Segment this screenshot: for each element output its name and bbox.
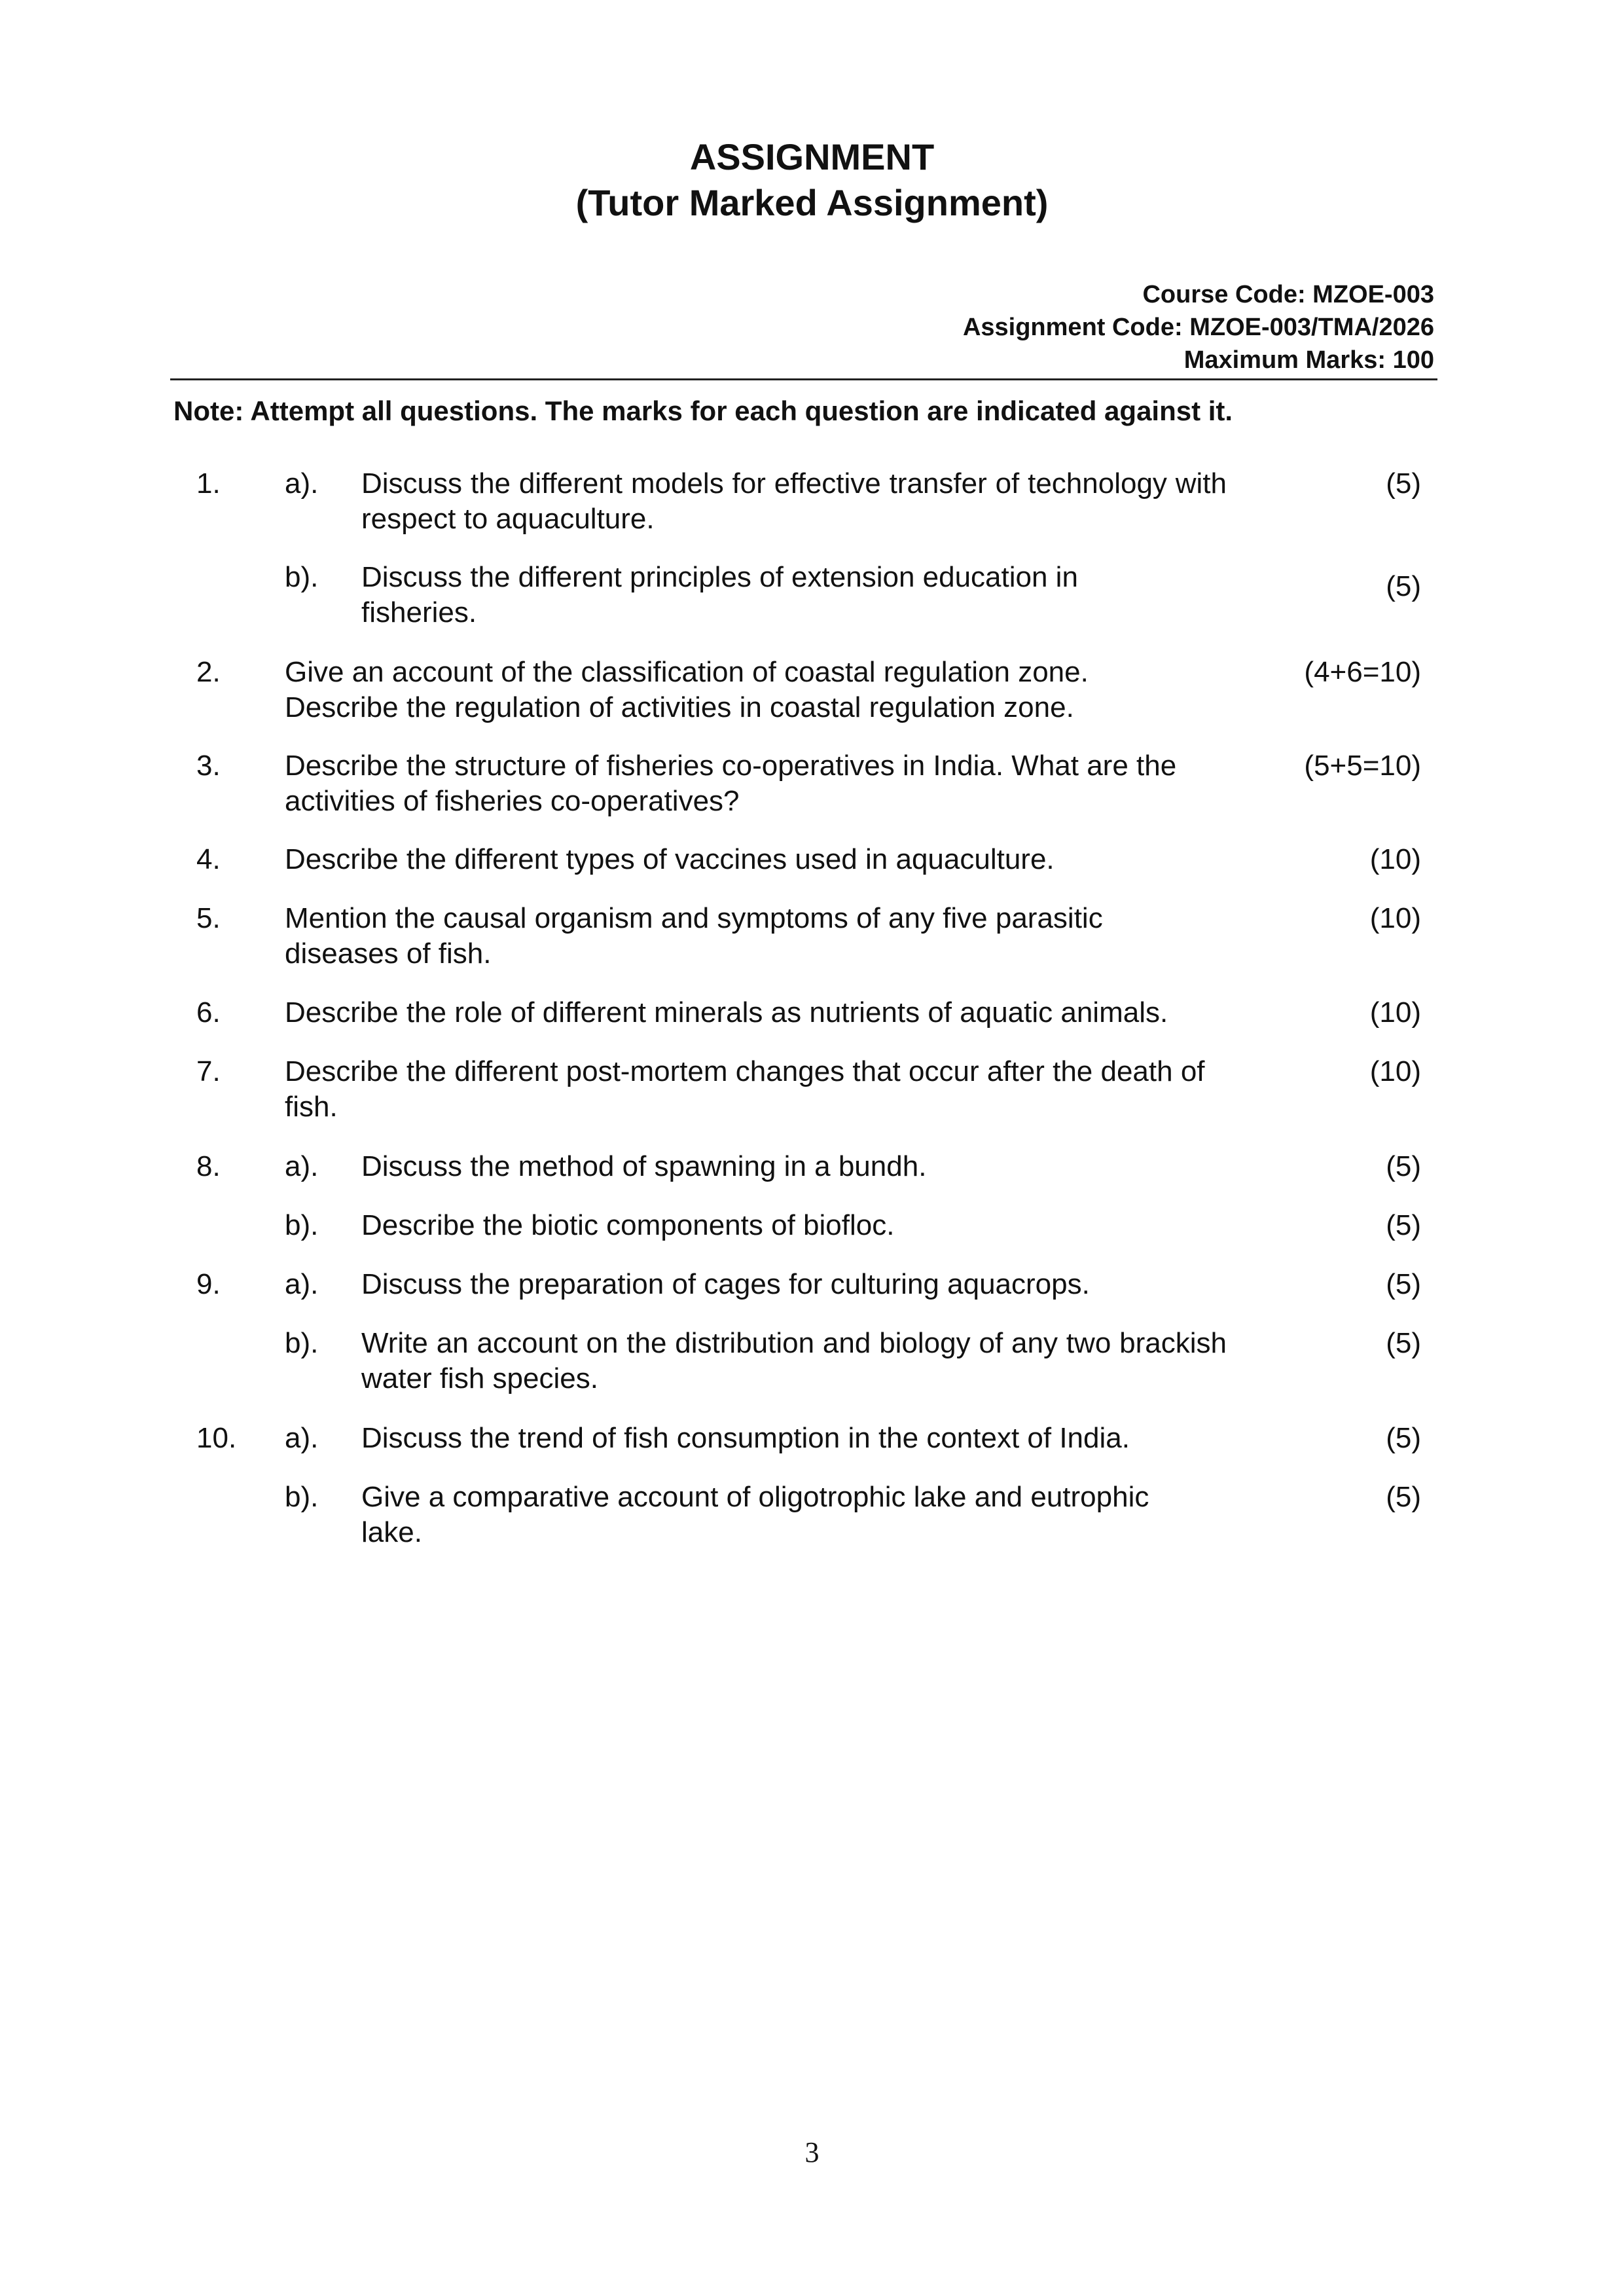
question-marks: (5+5=10) bbox=[1304, 750, 1421, 782]
question-number: 6. bbox=[196, 996, 221, 1029]
question-number: 3. bbox=[196, 750, 221, 782]
instructions-note: Note: Attempt all questions. The marks for each question are indicated against it. bbox=[173, 395, 1233, 426]
title-block bbox=[0, 134, 1624, 226]
question-marks: (10) bbox=[1369, 843, 1421, 875]
question-number: 9. bbox=[196, 1268, 221, 1300]
question-marks: (10) bbox=[1369, 902, 1421, 934]
question-marks: (5) bbox=[1386, 1422, 1421, 1454]
question-text: Describe the role of different minerals as nutrients of aquatic animals. bbox=[285, 996, 1168, 1029]
question-text: Mention the causal organism and symptoms of any five parasitic diseases of fish. bbox=[285, 902, 1103, 970]
question-text: Describe the different post-mortem changes that occur after the death of fish. bbox=[285, 1055, 1205, 1123]
header-divider bbox=[170, 378, 1437, 380]
question-marks: (5) bbox=[1386, 467, 1421, 500]
page-subtitle: (Tutor Marked Assignment) bbox=[575, 182, 1049, 223]
question-number: 10. bbox=[196, 1422, 237, 1454]
question-marks: (5) bbox=[1386, 1481, 1421, 1513]
question-text: Discuss the trend of fish consumption in the context of India. bbox=[361, 1422, 1130, 1454]
sub-question-label: b). bbox=[285, 1327, 319, 1359]
sub-question-label: a). bbox=[285, 1268, 319, 1300]
question-marks: (5) bbox=[1386, 1209, 1421, 1241]
page-number: 3 bbox=[804, 2136, 820, 2168]
question-text: Discuss the preparation of cages for culturing aquacrops. bbox=[361, 1268, 1090, 1300]
question-number: 1. bbox=[196, 467, 221, 500]
question-number: 7. bbox=[196, 1055, 221, 1087]
question-text: Describe the structure of fisheries co-operatives in India. What are the activities of fisheries co-operatives? bbox=[285, 750, 1177, 817]
assignment-codes bbox=[963, 278, 1434, 376]
question-number: 2. bbox=[196, 656, 221, 688]
question-text: Write an account on the distribution and biology of any two brackish water fish species. bbox=[361, 1327, 1227, 1394]
question-marks: (10) bbox=[1369, 996, 1421, 1029]
question-text: Give a comparative account of oligotrophic lake and eutrophic lake. bbox=[361, 1481, 1149, 1548]
course-code: Course Code: MZOE-003 bbox=[1142, 281, 1434, 308]
question-text: Discuss the method of spawning in a bundh. bbox=[361, 1150, 927, 1182]
question-text: Discuss the different principles of extension education in fisheries. bbox=[361, 561, 1078, 629]
question-marks: (5) bbox=[1386, 1268, 1421, 1300]
sub-question-label: b). bbox=[285, 561, 319, 593]
question-number: 8. bbox=[196, 1150, 221, 1182]
question-number: 4. bbox=[196, 843, 221, 875]
question-marks: (5) bbox=[1386, 1327, 1421, 1359]
sub-question-label: b). bbox=[285, 1209, 319, 1241]
sub-question-label: a). bbox=[285, 1422, 319, 1454]
question-text: Give an account of the classification of coastal regulation zone. Describe the regulation of activities in coastal regulation zone. bbox=[285, 656, 1089, 723]
question-number: 5. bbox=[196, 902, 221, 934]
question-marks: (5) bbox=[1386, 570, 1421, 602]
question-text: Describe the different types of vaccines used in aquaculture. bbox=[285, 843, 1055, 875]
question-text: Describe the biotic components of biofloc. bbox=[361, 1209, 895, 1241]
question-text: Discuss the different models for effective transfer of technology with respect to aquaculture. bbox=[361, 467, 1227, 535]
assignment-code: Assignment Code: MZOE-003/TMA/2026 bbox=[962, 314, 1434, 341]
sub-question-label: a). bbox=[285, 467, 319, 500]
page-title: ASSIGNMENT bbox=[689, 136, 935, 177]
sub-question-label: a). bbox=[285, 1150, 319, 1182]
question-marks: (5) bbox=[1386, 1150, 1421, 1182]
maximum-marks: Maximum Marks: 100 bbox=[1183, 346, 1434, 374]
question-marks: (10) bbox=[1369, 1055, 1421, 1087]
question-marks: (4+6=10) bbox=[1304, 656, 1421, 688]
sub-question-label: b). bbox=[285, 1481, 319, 1513]
